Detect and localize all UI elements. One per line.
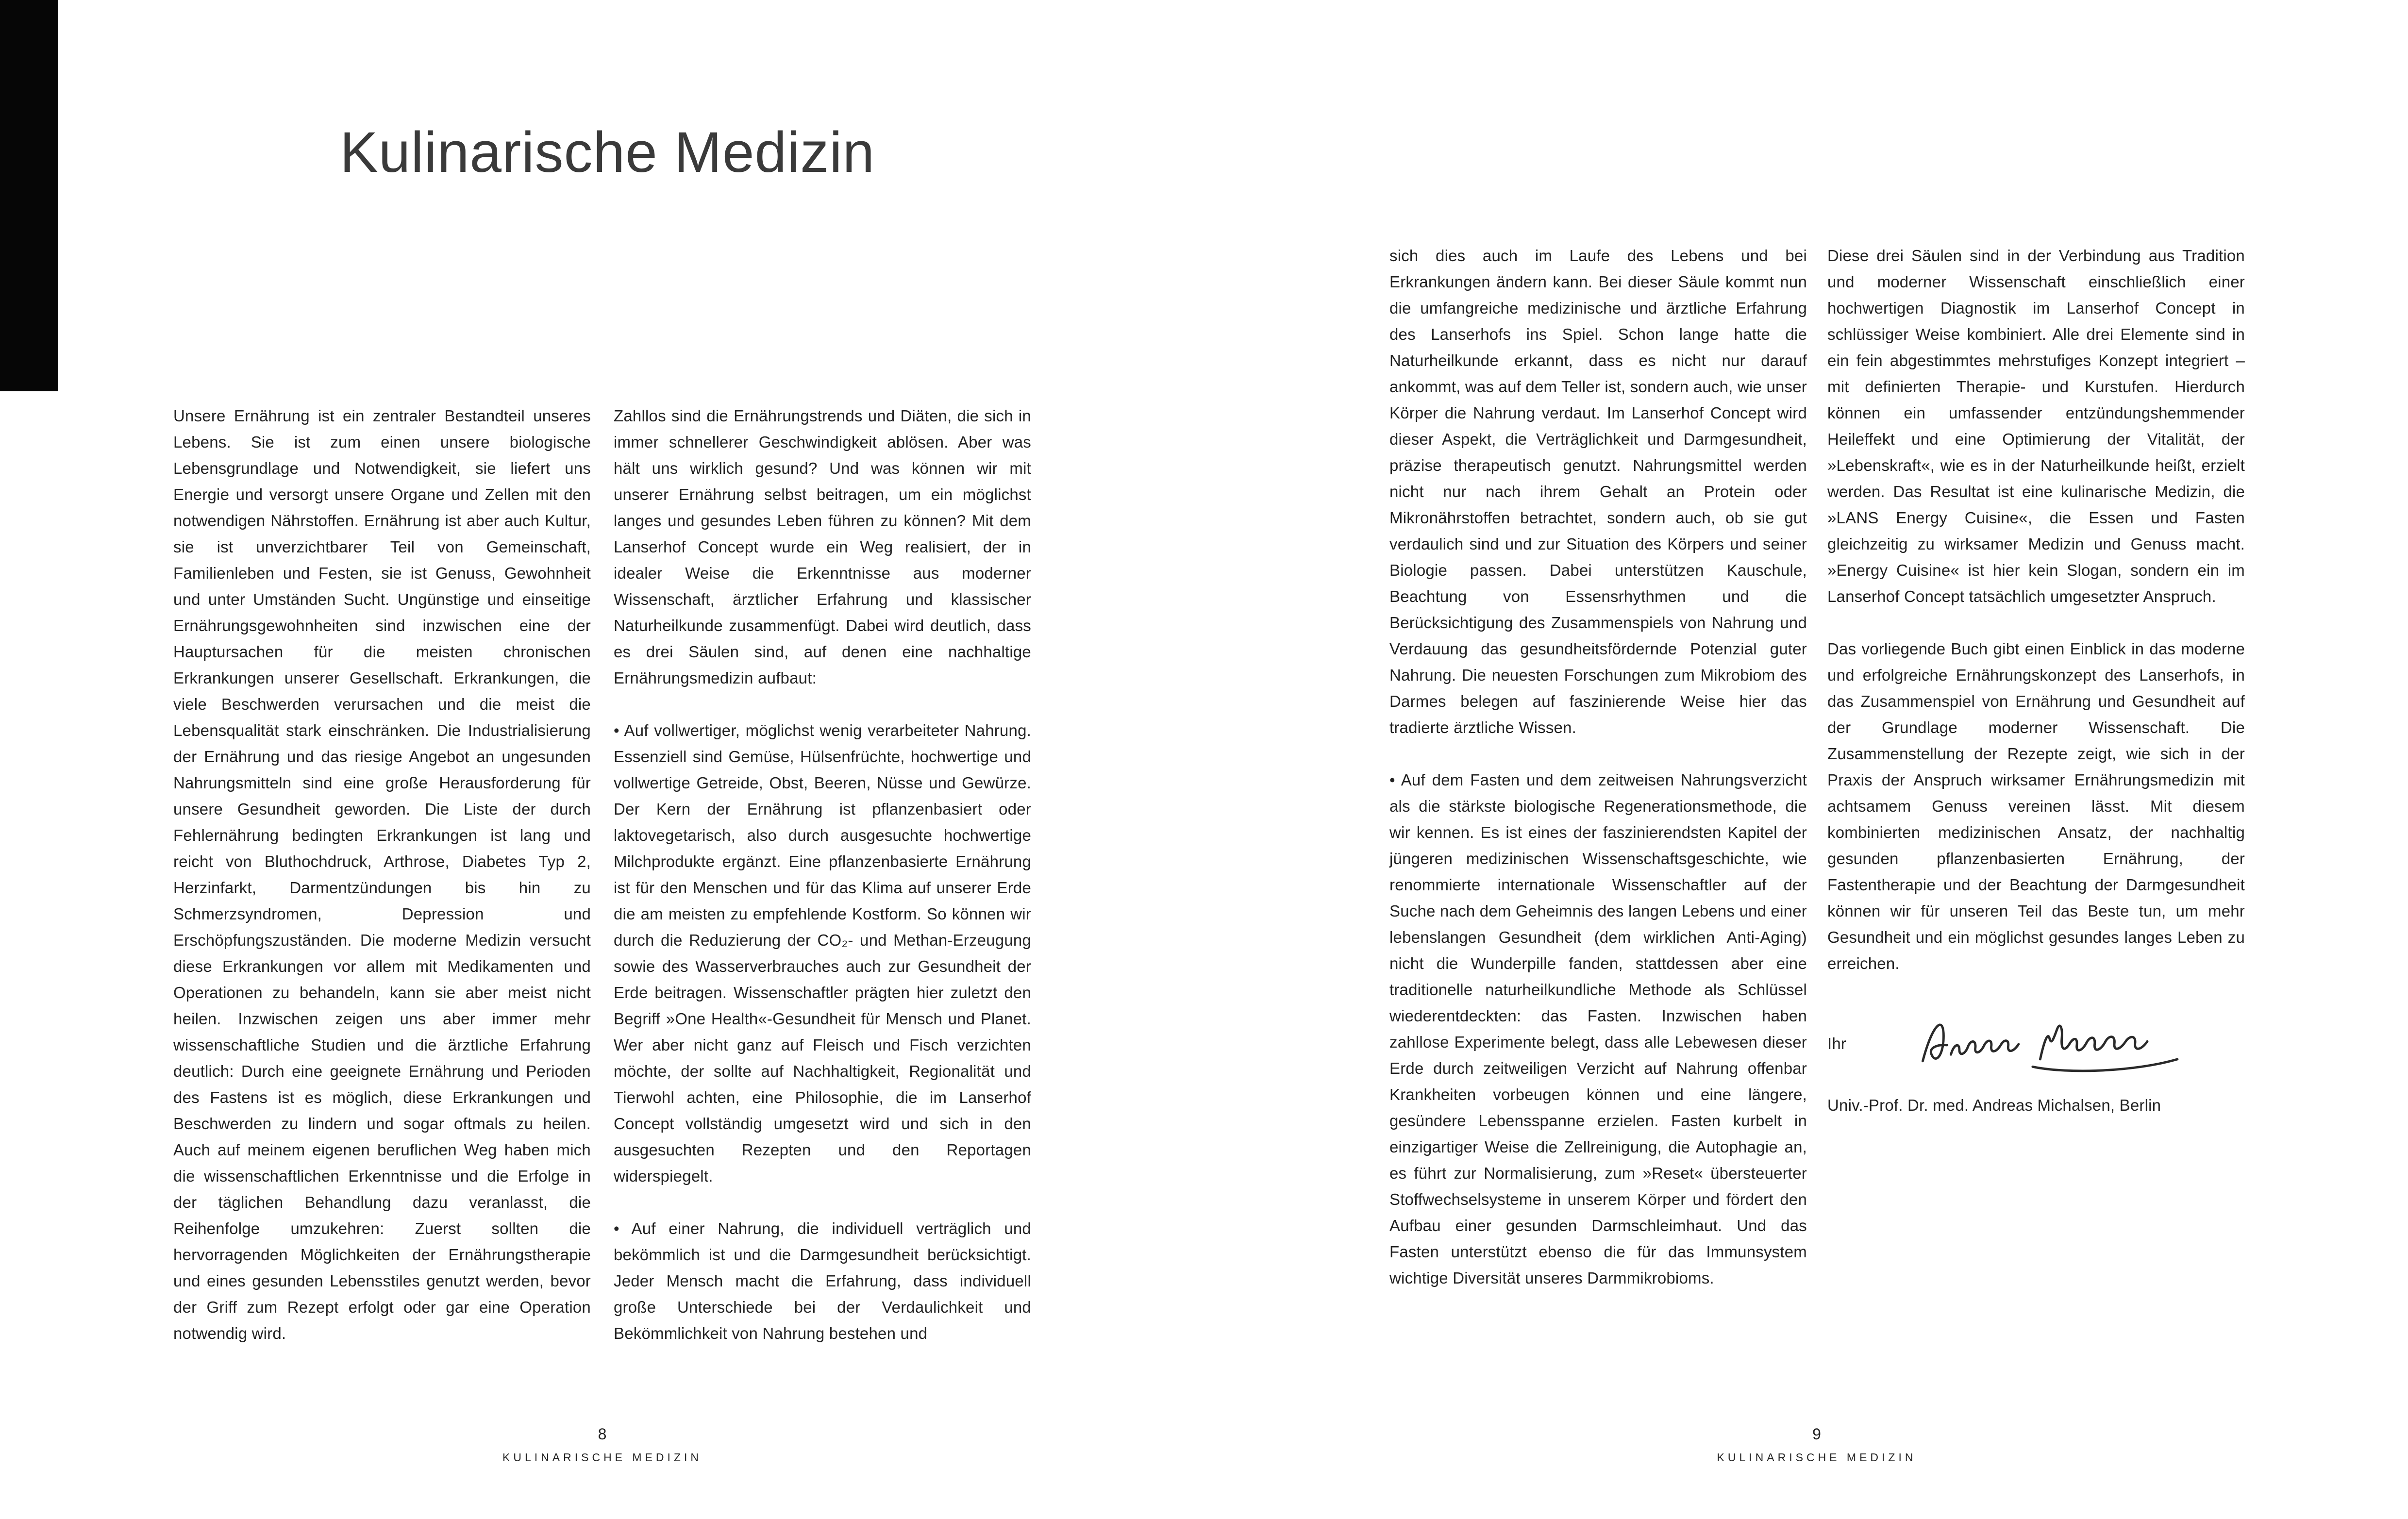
body-paragraph: Unsere Ernährung ist ein zentraler Bestandteil unseres Lebens. Sie ist zum einen unsere biologische Lebensgrundlage und Notwendigkeit, sie liefert uns Energie und versorgt unsere Organe und Zellen mit den notwendigen Nährstoffen. Ernährung ist aber auch Kultur, sie ist unverzichtbarer Teil von Gemeinschaft, Familienleben und Festen, sie ist Genuss, Gewohnheit und unter Umständen Sucht. Ungünstige und einseitige Ernährungsgewohnheiten sind inzwischen eine der Hauptursachen für die meisten chronischen Erkrankungen unserer Gesellschaft. Erkrankungen, die viele Beschwerden verursachen und die meist die Lebensqualität stark einschränken. Die Industrialisierung der Ernährung und das riesige Angebot an ungesunden Nahrungsmitteln sind eine große Herausforderung für unsere Gesundheit geworden. Die Liste der durch Fehlernährung bedingten Erkrankungen ist lang und reicht von Bluthochdruck, Arthrose, Diabetes Typ 2, Herzinfarkt, Darmentzündungen bis hin zu Schmerzsyndromen, Depression und Erschöpfungszuständen. Die moderne Medizin versucht diese Erkrankungen vor allem mit Medikamenten und Operationen zu behandeln, kann sie aber meist nicht heilen. Inzwischen zeigen uns aber immer mehr wissenschaftliche Studien und die ärztliche Erfahrung deutlich: Durch eine geeignete Ernährung und Perioden des Fastens ist es möglich, diese Erkrankungen und Beschwerden zu lindern und sogar oftmals zu heilen. Auch auf meinem eigenen beruflichen Weg haben mich die wissenschaftlichen Erkenntnisse und die Erfolge in der täglichen Behandlung dazu veranlasst, die Reihenfolge umzukehren: Zuerst sollten die hervorragenden Möglichkeiten der Ernährungstherapie und eines gesunden Lebensstiles genutzt werden, bevor der Griff zum Rezept erfolgt oder gar eine Operation notwendig wird.	[173, 407, 591, 1342]
signature-block	[1827, 1005, 2245, 1083]
body-paragraph: sich dies auch im Laufe des Lebens und bei Erkrankungen ändern kann. Bei dieser Säule kommt nun die umfangreiche medizinische und ärztliche Erfahrung des Lanserhofs ins Spiel. Schon lange hatte die Naturheilkunde erkannt, dass es nicht nur darauf ankommt, was auf dem Teller ist, sondern auch, wie unser Körper die Nahrung verdaut. Im Lanserhof Concept wird dieser Aspekt, die Verträglichkeit und Darmgesundheit, präzise therapeutisch genutzt. Nahrungsmittel werden nicht nur nach ihrem Gehalt an Protein oder Mikronährstoffen betrachtet, sondern auch, ob sie gut verdaulich sind und zur Situation des Körpers und seiner Biologie passen. Dabei unterstützen Kauschule, Beachtung von Essensrhythmen und die Berücksichtigung des Zusammenspiels von Nahrung und Verdauung das gesundheitsfördernde Potenzial guter Nahrung. Die neuesten Forschungen zum Mikrobiom des Darmes belegen auf faszinierende Weise hier das tradierte ärztliche Wissen.	[1389, 247, 1807, 736]
left-running-title: KULINARISCHE MEDIZIN	[502, 1451, 702, 1464]
body-paragraph: Zahllos sind die Ernährungstrends und Diäten, die sich in immer schnellerer Geschwindigkeit ablösen. Aber was hält uns wirklich gesund? Und was können wir mit unserer Ernährung selbst beitragen, um ein möglichst langes und gesundes Leben führen zu können? Mit dem Lanserhof Concept wurde ein Weg realisiert, der in idealer Weise die Erkenntnisse aus moderner Wissenschaft, ärztlicher Erfahrung und klassischer Naturheilkunde zusammenfügt. Dabei wird deutlich, dass es drei Säulen sind, auf denen eine nachhaltige Ernährungsmedizin aufbaut:	[614, 407, 1031, 687]
left-page-column-2	[614, 403, 1031, 1347]
bullet-paragraph: • Auf dem Fasten und dem zeitweisen Nahrungsverzicht als die stärkste biologische Regenerationsmethode, die wir kennen. Es ist eines der faszinierendsten Kapitel der jüngeren medizinischen Wissenschaftsgeschichte, wie renommierte internationale Wissenschaftler auf der Suche nach dem Geheimnis des langen Lebens und einer lebenslangen Gesundheit (dem wirklichen Anti-Aging) nicht die Wunderpille fanden, stattdessen aber eine traditionelle naturheilkundliche Methode als Schlüssel wiederentdeckten: das Fasten. Inzwischen haben zahllose Experimente belegt, dass alle Lebewesen dieser Erde durch zeitweiligen Verzicht auf Nahrung offenbar Krankheiten vorbeugen können und eine längere, gesündere Lebensspanne erzielen. Fasten kurbelt in einzigartiger Weise die Zellreinigung, die Autophagie an, es führt zur Normalisierung, zum »Reset« übersteuerter Stoffwechselsysteme in unserem Körper und fördert den Aufbau einer gesunden Darmschleimhaut. Und das Fasten unterstützt ebenso die für das Immunsystem wichtige Diversität unseres Darmmikrobioms.	[1389, 771, 1807, 1287]
bullet-paragraph: • Auf einer Nahrung, die individuell verträglich und bekömmlich ist und die Darmgesundheit berücksichtigt. Jeder Mensch macht die Erfahrung, dass individuell große Unterschiede bei der Verdaulichkeit und Bekömmlichkeit von Nahrung bestehen und	[614, 1219, 1031, 1342]
andreas-michalsen-signature	[1914, 1007, 2206, 1080]
left-page-number: 8	[598, 1425, 607, 1443]
left-page-footer	[173, 1425, 1031, 1464]
page-edge-bar	[0, 0, 58, 391]
right-page-column-2	[1827, 243, 2245, 1118]
right-page-column-1	[1389, 243, 1807, 1291]
right-page-number: 9	[1812, 1425, 1821, 1443]
left-page-column-1	[173, 403, 591, 1347]
right-page-footer	[1389, 1425, 2244, 1464]
page-title: Kulinarische Medizin	[340, 120, 875, 184]
salutation-text: Ihr	[1827, 1035, 1847, 1052]
right-running-title: KULINARISCHE MEDIZIN	[1717, 1451, 1917, 1464]
bullet-paragraph: • Auf vollwertiger, möglichst wenig verarbeiteter Nahrung. Essenziell sind Gemüse, Hülsenfrüchte, hochwertige und vollwertige Getreide, Obst, Beeren, Nüsse und Gewürze. Der Kern der Ernährung ist pflanzenbasiert oder laktovegetarisch, also durch ausgesuchte hochwertige Milchprodukte ergänzt. Eine pflanzenbasierte Ernährung ist für den Menschen und für das Klima auf unserer Erde die am meisten zu empfehlende Kostform. So können wir durch die Reduzierung der CO₂- und Methan-Erzeugung sowie des Wasserverbrauches auch zur Gesundheit der Erde beitragen. Wissenschaftler prägten hier zuletzt den Begriff »One Health«-Gesundheit für Mensch und Planet. Wer aber nicht ganz auf Fleisch und Fisch verzichten möchte, der sollte auf Nachhaltigkeit, Regionalität und Tierwohl achten, eine Philosophie, die im Lanserhof Concept vollständig umgesetzt wird und sich in den ausgesuchten Rezepten und den Reportagen widerspiegelt.	[614, 721, 1031, 1185]
author-name: Univ.-Prof. Dr. med. Andreas Michalsen, Berlin	[1827, 1096, 2161, 1114]
body-paragraph: Das vorliegende Buch gibt einen Einblick in das moderne und erfolgreiche Ernährungskonzept des Lanserhofs, in das Zusammenspiel von Ernährung und Gesundheit auf der Grundlage moderner Wissenschaft. Die Zusammenstellung der Rezepte zeigt, wie sich in der Praxis der Anspruch wirksamer Ernährungsmedizin mit achtsamem Genuss vereinen lässt. Mit diesem kombinierten medizinischen Ansatz, der nachhaltig gesunden pflanzenbasierten Ernährung, der Fastentherapie und der Beachtung der Darmgesundheit können wir für unseren Teil das Beste tun, um mehr Gesundheit und ein möglichst gesundes langes Leben zu erreichen.	[1827, 640, 2245, 972]
body-paragraph: Diese drei Säulen sind in der Verbindung aus Tradition und moderner Wissenschaft einschließlich einer hochwertigen Diagnostik im Lanserhof Concept in schlüssiger Weise kombiniert. Alle drei Elemente sind in ein fein abgestimmtes mehrstufiges Konzept integriert – mit definierten Therapie- und Kurstufen. Hierdurch können ein umfassender entzündungshemmender Heileffekt und eine Optimierung der Vitalität, der »Lebenskraft«, wie es in der Naturheilkunde heißt, erzielt werden. Das Resultat ist eine kulinarische Medizin, die »LANS Energy Cuisine«, die Essen und Fasten gleichzeitig zu wirksamer Medizin und Genuss macht. »Energy Cuisine« ist hier kein Slogan, sondern ein im Lanserhof Concept tatsächlich umgesetzter Anspruch.	[1827, 247, 2245, 605]
